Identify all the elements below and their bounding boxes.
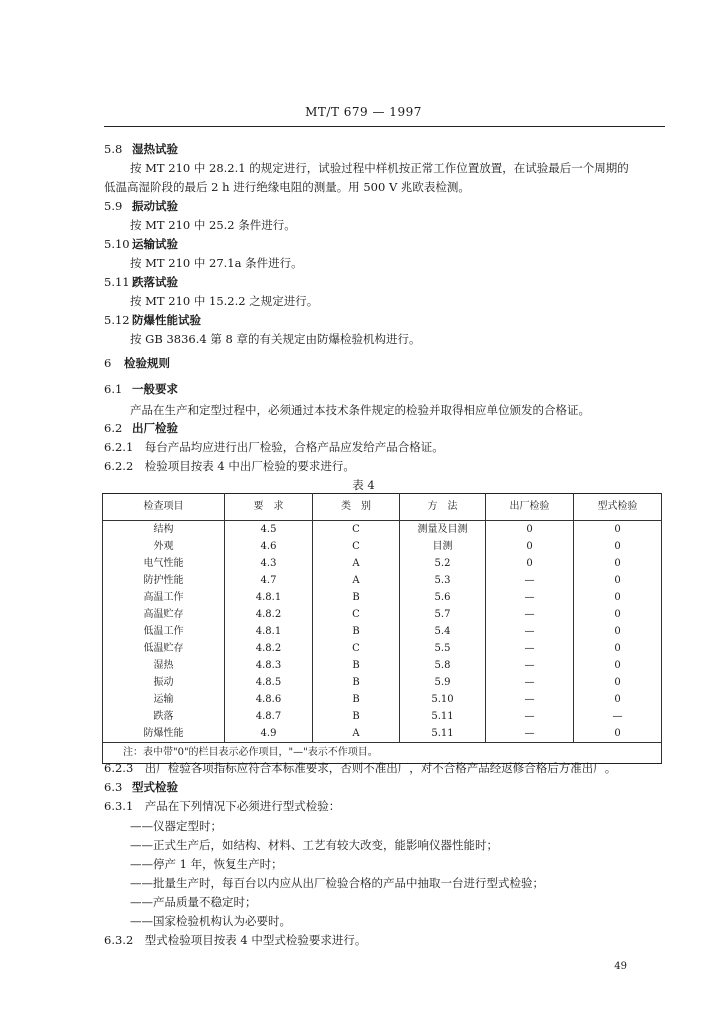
table-row [103, 589, 662, 606]
table-cell: 防爆性能 [103, 725, 225, 743]
table-cell: 电气性能 [103, 555, 225, 572]
table-cell: 防护性能 [103, 572, 225, 589]
para-6-1: 产品在生产和定型过程中，必须通过本技术条件规定的检验并取得相应单位颁发的合格证。 [130, 403, 590, 417]
table-cell: 4.8.1 [225, 623, 313, 640]
table-cell: 0 [574, 589, 662, 606]
table-cell: — [486, 674, 574, 691]
table-cell: 5.10 [400, 691, 486, 708]
table-cell: 4.9 [225, 725, 313, 743]
table-cell: 5.3 [400, 572, 486, 589]
table-cell: C [313, 521, 400, 539]
para-5-11: 按 MT 210 中 15.2.2 之规定进行。 [130, 294, 319, 308]
para-6-2-2: 6.2.2 检验项目按表 4 中出厂检验的要求进行。 [104, 459, 355, 473]
table-cell: 5.11 [400, 725, 486, 743]
table-cell: — [486, 572, 574, 589]
table-cell: B [313, 691, 400, 708]
table-cell: 5.8 [400, 657, 486, 674]
table-row [103, 606, 662, 623]
table-cell: C [313, 538, 400, 555]
table-cell: 5.5 [400, 640, 486, 657]
para-5-10: 按 MT 210 中 27.1a 条件进行。 [130, 256, 303, 270]
table-row [103, 657, 662, 674]
table-cell: 4.8.6 [225, 691, 313, 708]
list-item: ——批量生产时，每百台以内应从出厂检验合格的产品中抽取一台进行型式检验； [130, 876, 544, 890]
table-cell: A [313, 572, 400, 589]
table-cell: 高温工作 [103, 589, 225, 606]
para-6-2-3: 6.2.3 出厂检验各项指标应符合本标准要求，否则不准出厂，对不合格产品经返修合格后方准出厂。 [104, 761, 617, 775]
table-cell: — [486, 725, 574, 743]
table-row [103, 623, 662, 640]
table-row [103, 691, 662, 708]
section-5-11: 5.11 跌落试验 [104, 275, 178, 289]
col-header-requirement: 要 求 [225, 494, 313, 521]
table-cell: A [313, 725, 400, 743]
table-cell: 0 [574, 674, 662, 691]
table-cell: 振动 [103, 674, 225, 691]
para-6-3-2: 6.3.2 型式检验项目按表 4 中型式检验要求进行。 [104, 933, 367, 947]
table-cell: 4.8.2 [225, 640, 313, 657]
table-row [103, 572, 662, 589]
col-header-item: 检查项目 [103, 494, 225, 521]
table-cell: — [486, 708, 574, 725]
table-cell: 0 [574, 725, 662, 743]
table-cell: 外观 [103, 538, 225, 555]
table-row [103, 555, 662, 572]
para-6-3-1: 6.3.1 产品在下列情况下必须进行型式检验： [104, 799, 341, 813]
table-cell: 0 [574, 572, 662, 589]
table-cell: — [486, 691, 574, 708]
table-row [103, 521, 662, 539]
table-cell: 跌落 [103, 708, 225, 725]
section-6-2: 6.2 出厂检验 [104, 421, 178, 435]
table-header-row [103, 494, 662, 521]
table-cell: 5.4 [400, 623, 486, 640]
table-cell: 0 [574, 640, 662, 657]
table-cell: 4.8.7 [225, 708, 313, 725]
table-cell: 4.3 [225, 555, 313, 572]
table-cell: 低温贮存 [103, 640, 225, 657]
section-5-8: 5.8 湿热试验 [104, 142, 178, 156]
list-item: ——停产 1 年，恢复生产时； [130, 857, 283, 871]
header-rule [104, 126, 665, 127]
table-cell: C [313, 640, 400, 657]
list-item: ——国家检验机构认为必要时。 [130, 914, 291, 928]
table-cell: — [486, 657, 574, 674]
table-cell: B [313, 708, 400, 725]
table-cell: 4.8.1 [225, 589, 313, 606]
table-cell: — [486, 589, 574, 606]
table-cell: 0 [574, 521, 662, 539]
para-5-12: 按 GB 3836.4 第 8 章的有关规定由防爆检验机构进行。 [130, 332, 421, 346]
table-cell: — [486, 623, 574, 640]
table-cell: 4.8.2 [225, 606, 313, 623]
table-cell: 0 [574, 538, 662, 555]
para-5-9: 按 MT 210 中 25.2 条件进行。 [130, 218, 296, 232]
table-cell: 5.11 [400, 708, 486, 725]
table-cell: C [313, 606, 400, 623]
table-cell: 4.8.3 [225, 657, 313, 674]
para-6-2-1: 6.2.1 每台产品均应进行出厂检验，合格产品应发给产品合格证。 [104, 440, 444, 454]
table-4-caption: 表 4 [352, 478, 375, 492]
table-row [103, 725, 662, 743]
table-cell: 4.6 [225, 538, 313, 555]
table-cell: 5.9 [400, 674, 486, 691]
section-5-10: 5.10 运输试验 [104, 237, 178, 251]
table-cell: B [313, 589, 400, 606]
table-cell: 5.2 [400, 555, 486, 572]
table-cell: 4.5 [225, 521, 313, 539]
table-cell: — [574, 708, 662, 725]
table-cell: 运输 [103, 691, 225, 708]
col-header-factory-test: 出厂检验 [486, 494, 574, 521]
table-cell: 0 [486, 521, 574, 539]
table-cell: A [313, 555, 400, 572]
col-header-method: 方 法 [400, 494, 486, 521]
col-header-type-test: 型式检验 [574, 494, 662, 521]
table-cell: 4.7 [225, 572, 313, 589]
table-cell: 结构 [103, 521, 225, 539]
table-cell: 5.7 [400, 606, 486, 623]
section-5-9: 5.9 振动试验 [104, 199, 178, 213]
table-cell: — [486, 606, 574, 623]
table-cell: 0 [574, 555, 662, 572]
table-cell: 0 [574, 623, 662, 640]
table-cell: 目测 [400, 538, 486, 555]
col-header-category: 类 别 [313, 494, 400, 521]
table-row [103, 538, 662, 555]
list-item: ——仪器定型时； [130, 819, 222, 833]
table-cell: 4.8.5 [225, 674, 313, 691]
table-note: 注：表中带"0"的栏目表示必作项目，"—"表示不作项目。 [103, 743, 662, 764]
page-number: 49 [614, 961, 627, 972]
section-6-1: 6.1 一般要求 [104, 382, 178, 396]
table-4 [102, 493, 662, 764]
table-cell: — [486, 640, 574, 657]
table-row [103, 674, 662, 691]
section-6-3: 6.3 型式检验 [104, 780, 178, 794]
table-cell: B [313, 674, 400, 691]
table-cell: 湿热 [103, 657, 225, 674]
table-cell: 0 [574, 606, 662, 623]
section-5-12: 5.12 防爆性能试验 [104, 313, 201, 327]
section-6: 6 检验规则 [104, 356, 170, 370]
table-cell: 0 [574, 691, 662, 708]
list-item: ——产品质量不稳定时； [130, 895, 257, 909]
table-cell: 0 [574, 657, 662, 674]
table-cell: 低温工作 [103, 623, 225, 640]
table-row [103, 640, 662, 657]
table-cell: 高温贮存 [103, 606, 225, 623]
table-cell: B [313, 657, 400, 674]
table-cell: 0 [486, 538, 574, 555]
table-cell: 5.6 [400, 589, 486, 606]
para-5-8-line2: 低温高湿阶段的最后 2 h 进行绝缘电阻的测量。用 500 V 兆欧表检测。 [104, 180, 470, 194]
table-cell: B [313, 623, 400, 640]
running-header: MT/T 679 — 1997 [305, 105, 422, 119]
list-item: ——正式生产后，如结构、材料、工艺有较大改变，能影响仪器性能时； [130, 838, 498, 852]
table-cell: 测量及目测 [400, 521, 486, 539]
table-row [103, 708, 662, 725]
table-cell: 0 [486, 555, 574, 572]
para-5-8-line1: 按 MT 210 中 28.2.1 的规定进行，试验过程中样机按正常工作位置放置，在试验最后一个周期的 [130, 161, 629, 175]
